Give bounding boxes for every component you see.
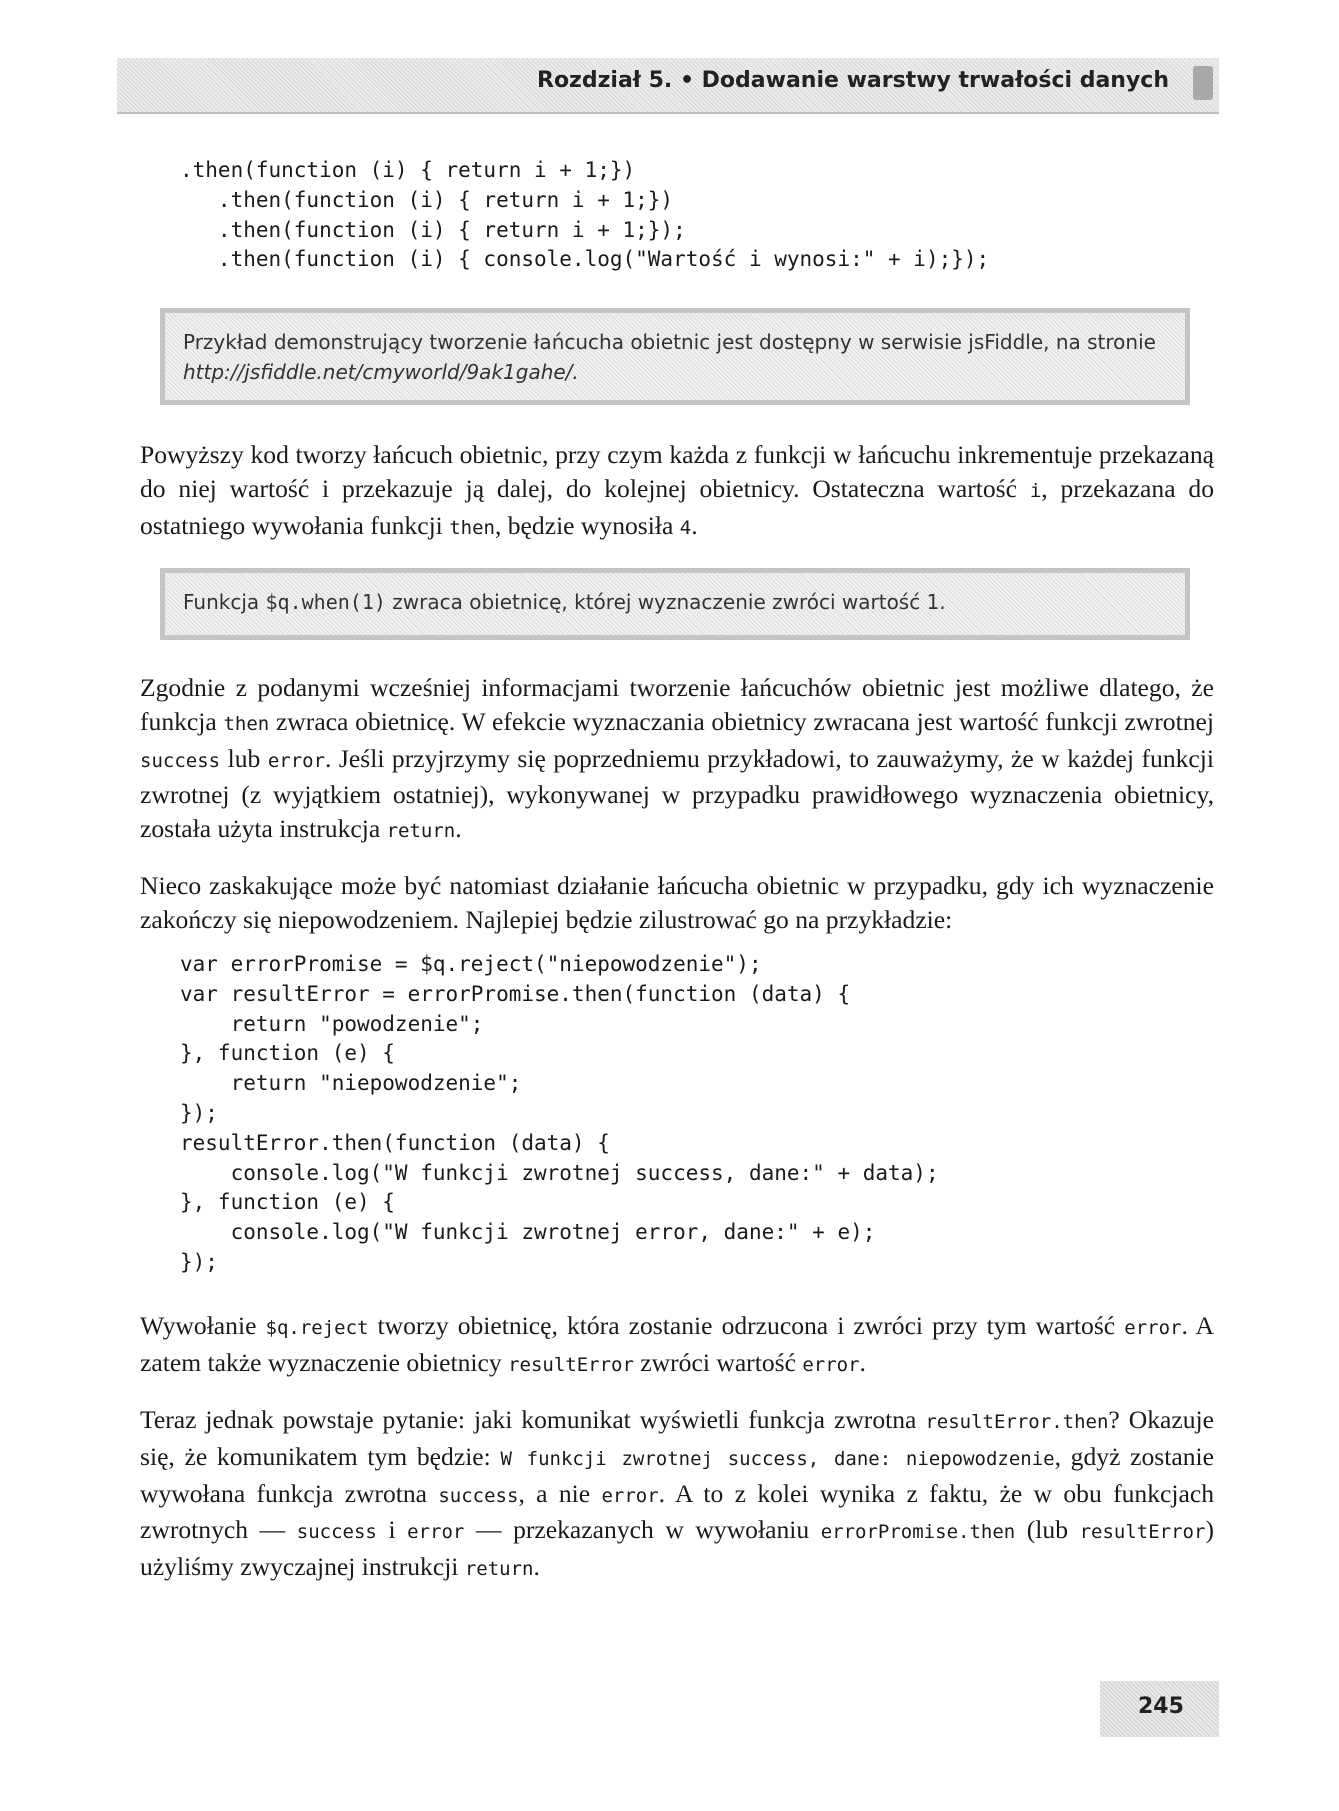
text-run: .	[455, 814, 462, 844]
text-run: zwraca obietnicę, której wyznaczenie zwróci wartość 1.	[385, 590, 946, 614]
inline-code: resultError	[508, 1353, 634, 1376]
text-run: . Jeśli przyjrzymy się poprzedniemu przykładowi, to zauważymy, że w każdej funkcji zwrotnej (z wyjątkiem ostatniej), wykonywanej w przypadku prawidłowego wyznaczenia obietnicy, została użyta instrukcja	[140, 743, 1214, 844]
note-text: Przykład demonstrujący tworzenie łańcucha obietnic jest dostępny w serwisie jsFiddle, na stronie	[183, 330, 1156, 354]
text-run: . A to z kolei wynika z faktu, że w obu funkcjach zwrotnych —	[140, 1478, 1214, 1545]
inline-code: errorPromise.then	[820, 1521, 1016, 1544]
inline-code: resultError	[1079, 1521, 1206, 1544]
paragraph-result-question	[140, 1403, 1214, 1587]
text-run: .	[691, 510, 698, 540]
text-run: — przekazanych w wywołaniu	[464, 1515, 821, 1545]
note-box-when	[160, 568, 1190, 640]
inline-code: return	[386, 820, 456, 843]
text-run: Funkcja	[183, 590, 266, 614]
inline-code: error	[802, 1353, 860, 1376]
text-run: zwróci wartość	[633, 1347, 803, 1377]
text-run: lub	[220, 743, 268, 773]
inline-code: resultError.then	[925, 1411, 1109, 1433]
text-run: , a nie	[518, 1478, 602, 1508]
header-tab-marker	[1193, 66, 1213, 100]
inline-code: success	[140, 749, 221, 772]
paragraph-chain-explanation	[140, 438, 1214, 545]
text-run: zwraca obietnicę. W efekcie wyznaczania obietnicy zwracana jest wartość funkcji zwrotnej	[269, 706, 1214, 736]
inline-code: success	[296, 1521, 377, 1544]
inline-code: error	[267, 749, 326, 772]
paragraph-rejection-intro: Nieco zaskakujące może być natomiast działanie łańcucha obietnic w przypadku, gdy ich wyznaczenie zakończy się niepowodzeniem. Najlepiej będzie zilustrować go na przykładzie:	[140, 871, 1214, 934]
text-run: i	[376, 1515, 408, 1545]
text-run: ) użyliśmy zwyczajnej instrukcji	[140, 1515, 1214, 1582]
chapter-title: Rozdział 5. • Dodawanie warstwy trwałości danych	[537, 68, 1169, 93]
inline-code: error	[601, 1484, 659, 1507]
text-run: ? Okazuje się, że komunikatem tym będzie:	[140, 1405, 1214, 1471]
page-number-box	[1100, 1681, 1219, 1737]
note-box-jsfiddle	[160, 308, 1190, 405]
inline-code: error	[407, 1521, 465, 1544]
inline-code: success	[438, 1484, 519, 1507]
paragraph-reject-explanation	[140, 1309, 1214, 1383]
text-run: Wywołanie	[140, 1311, 266, 1340]
inline-code: W funkcji zwrotnej success, dane: niepowodzenie	[500, 1447, 1055, 1470]
text-run: tworzy obietnicę, która zostanie odrzucona i zwróci przy tym wartość	[368, 1311, 1125, 1340]
inline-code: $q.when(1)	[265, 590, 386, 614]
text-run: (lub	[1015, 1515, 1080, 1545]
inline-code: 4	[679, 516, 692, 539]
inline-code: return	[464, 1558, 534, 1581]
page-number: 245	[1138, 1694, 1184, 1719]
inline-code: $q.reject	[265, 1317, 369, 1339]
running-header	[117, 58, 1219, 114]
jsfiddle-link[interactable]: http://jsfiddle.net/cmyworld/9ak1gahe/.	[183, 360, 579, 384]
text-run: .	[859, 1347, 866, 1377]
text-run: , gdyż zostanie wywołana funkcja zwrotna	[140, 1441, 1214, 1508]
inline-code: then	[449, 516, 495, 539]
code-block-rejection: var errorPromise = $q.reject("niepowodzenie"); var resultError = errorPromise.then(function (data) { return "powodzenie"; }, function (e) { return "niepowodzenie"; }); resultError.then(function (data) { console.log("W funkcji zwrotnej success, dane:" + data); }, function (e) { console.log("W funkcji zwrotnej error, dane:" + e); });	[180, 952, 939, 1274]
inline-code: then	[223, 712, 270, 735]
paragraph-then-returns-promise	[140, 671, 1214, 849]
inline-code: error	[1124, 1317, 1182, 1339]
text-run: Zgodnie z podanymi wcześniej informacjami tworzenie łańcuchów obietnic jest możliwe dlatego, że funkcja	[140, 673, 1214, 736]
inline-code: i	[1029, 479, 1042, 502]
text-run: , przekazana do ostatniego wywołania funkcji	[140, 473, 1214, 540]
text-run: .	[533, 1552, 540, 1582]
text-run: Teraz jednak powstaje pytanie: jaki komunikat wyświetli funkcja zwrotna	[140, 1405, 926, 1434]
text-run: , będzie wynosiła	[494, 510, 680, 540]
text-run: . A zatem także wyznaczenie obietnicy	[140, 1311, 1214, 1377]
code-block-promise-chain: .then(function (i) { return i + 1;}) .then(function (i) { return i + 1;}) .then(function (i) { return i + 1;}); .then(function (i) { console.log("Wartość i wynosi:" + i);});	[180, 158, 990, 272]
text-run: Powyższy kod tworzy łańcuch obietnic, przy czym każda z funkcji w łańcuchu inkrementuje przekazaną do niej wartość i przekazuje ją dalej, do kolejnej obietnicy. Ostateczna wartość	[140, 440, 1214, 503]
